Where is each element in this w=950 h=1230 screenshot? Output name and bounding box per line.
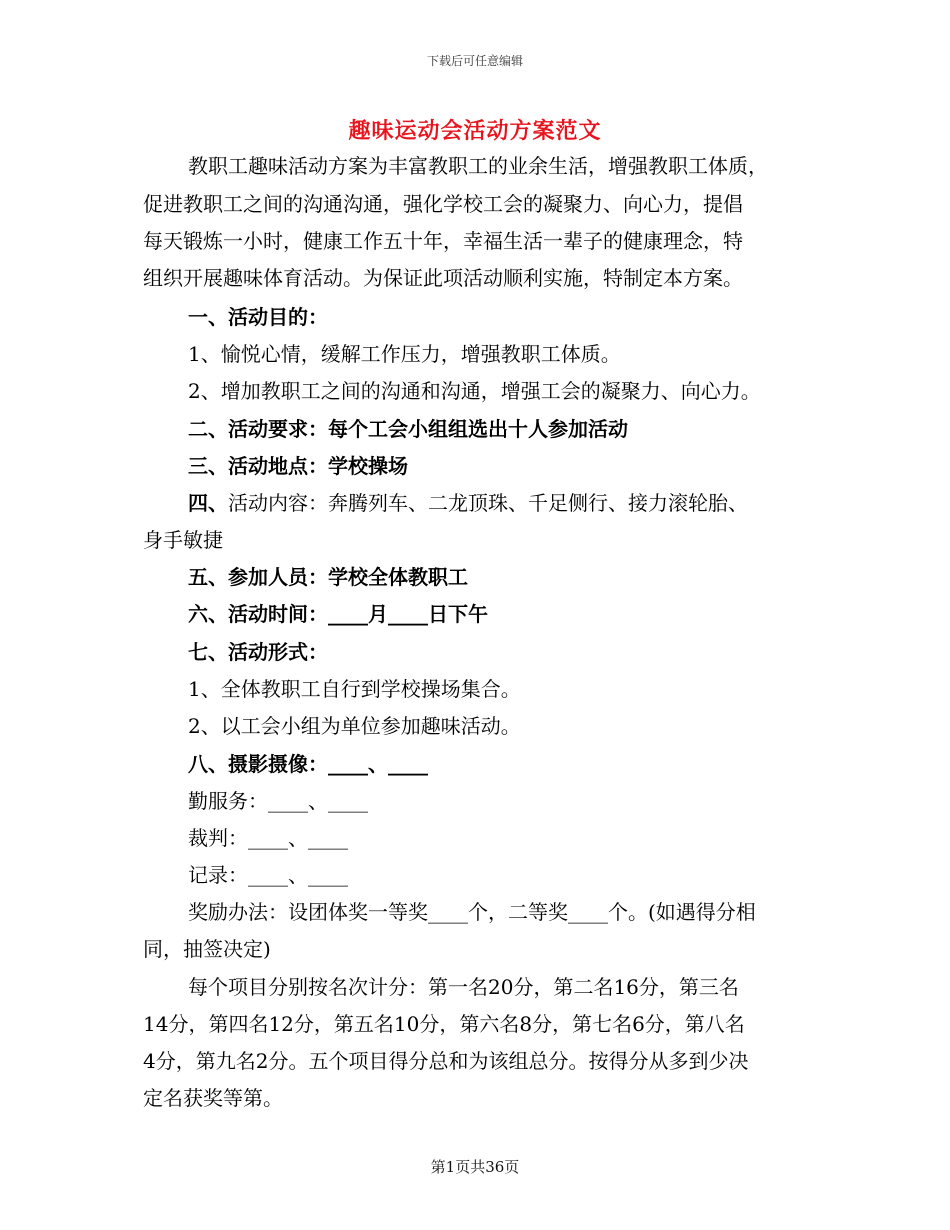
section-heading-participants: 五、参加人员：学校全体教职工 (188, 565, 468, 589)
section-content-line-2: 身手敏捷 (143, 528, 223, 552)
section-heading-photography: 八、摄影摄像：____、____ (188, 752, 428, 776)
intro-paragraph-line-3: 每天锻炼一小时，健康工作五十年，幸福生活一辈子的健康理念，特 (143, 229, 743, 253)
awards-paragraph-line-2: 同，抽签决定) (143, 937, 271, 961)
section-heading-format: 七、活动形式： (188, 640, 328, 664)
purpose-item-1: 1、愉悦心情，缓解工作压力，增强教职工体质。 (188, 342, 621, 366)
scoring-paragraph-line-2: 14分，第四名12分，第五名10分，第六名8分，第七名6分，第八名 (143, 1012, 745, 1036)
section-heading-location: 三、活动地点：学校操场 (188, 454, 408, 478)
awards-paragraph-line-1: 奖励办法：设团体奖一等奖____个，二等奖____个。(如遇得分相 (188, 900, 756, 924)
section-heading-time: 六、活动时间：____月____日下午 (188, 602, 488, 626)
scoring-paragraph-line-1: 每个项目分别按名次计分：第一名20分，第二名16分，第三名 (188, 975, 739, 999)
section-heading-purpose: 一、活动目的： (188, 305, 328, 329)
section-content-text: 活动内容：奔腾列车、二龙顶珠、千足侧行、接力滚轮胎、 (228, 491, 748, 515)
format-item-2: 2、以工会小组为单位参加趣味活动。 (188, 714, 521, 738)
staff-referee-line: 裁判：____、____ (188, 826, 348, 850)
document-title: 趣味运动会活动方案范文 (348, 118, 602, 144)
scoring-paragraph-line-3: 4分，第九名2分。五个项目得分总和为该组总分。按得分从多到少决 (143, 1049, 749, 1073)
section-number-four: 四、 (188, 491, 228, 515)
header-note: 下载后可任意编辑 (426, 54, 523, 68)
format-item-1: 1、全体教职工自行到学校操场集合。 (188, 677, 521, 701)
scoring-paragraph-line-4: 定名获奖等第。 (143, 1086, 283, 1110)
intro-paragraph-line-1: 教职工趣味活动方案为丰富教职工的业余生活，增强教职工体质， (188, 154, 768, 178)
staff-recorder-line: 记录：____、____ (188, 863, 348, 887)
section-content-line-1 (188, 489, 748, 517)
section-heading-requirements: 二、活动要求：每个工会小组组选出十人参加活动 (188, 417, 628, 441)
intro-paragraph-line-2: 促进教职工之间的沟通沟通，强化学校工会的凝聚力、向心力，提倡 (143, 192, 743, 216)
page-footer: 第1页共36页 (430, 1158, 520, 1176)
purpose-item-2: 2、增加教职工之间的沟通和沟通，增强工会的凝聚力、向心力。 (188, 379, 761, 403)
intro-paragraph-line-4: 组织开展趣味体育活动。为保证此项活动顺利实施，特制定本方案。 (143, 266, 743, 290)
staff-service-line: 勤服务：____、____ (188, 789, 368, 813)
